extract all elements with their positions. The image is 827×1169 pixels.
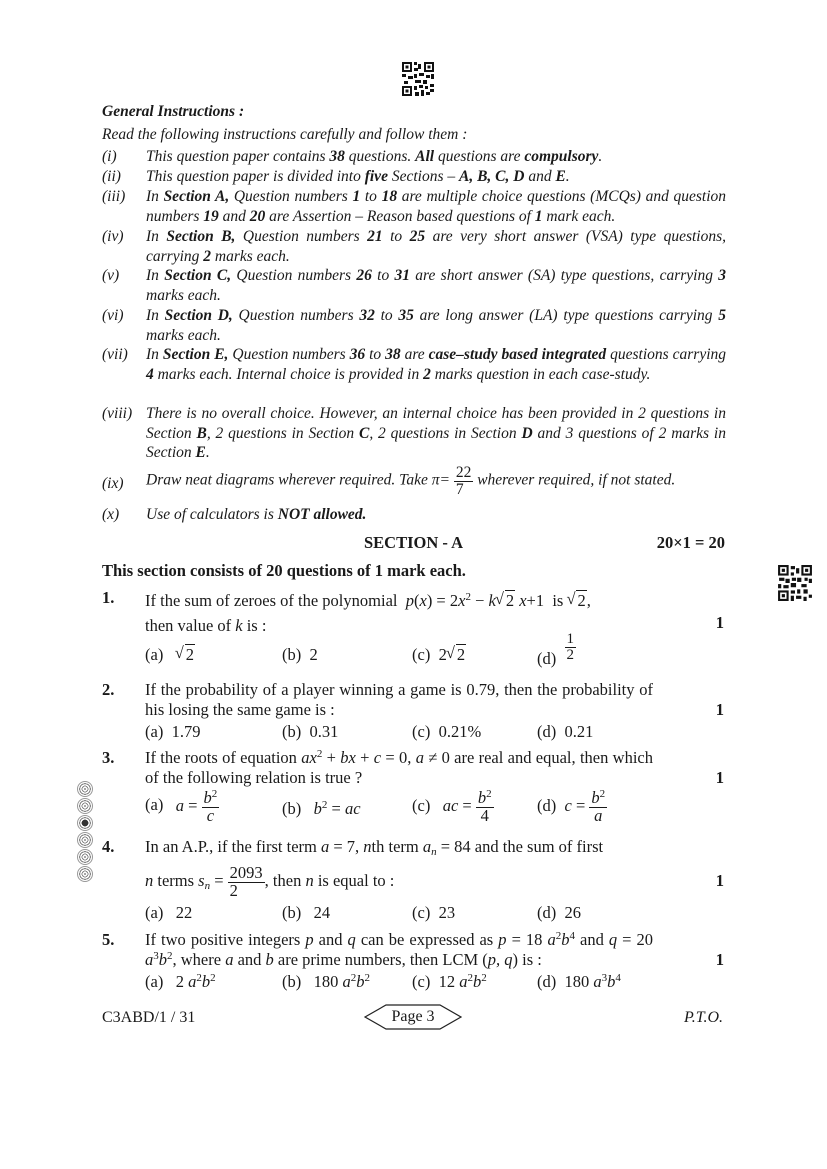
option-d: (d) $\frac{1}{2}$: [537, 631, 574, 669]
instruction-text: This question paper contains 38 questions. All questions are compulsory.: [146, 148, 603, 165]
general-instructions-title: General Instructions :: [102, 103, 245, 120]
instruction-text: There is no overall choice. However, an internal choice has been provided in 2 questions in Section B, 2 questions in Section C, 2 questions in Section D and 3 questions of 2 marks in Section E.: [146, 405, 726, 462]
spiral-icon: [77, 781, 93, 797]
option-b: (b) 24: [282, 903, 331, 922]
option-d: (d) 0.21: [537, 722, 594, 741]
instruction-text: In Section D, Question numbers 32 to 35 are long answer (LA) type questions carrying 5 marks each.: [146, 307, 726, 344]
option-d: (d) c = $\frac{b^2}{a}$: [537, 788, 606, 825]
section-title: SECTION - A: [363, 533, 464, 552]
instruction-item: [102, 227, 726, 266]
instruction-text-bold: NOT allowed.: [277, 506, 367, 523]
option-d: (d) 26: [537, 903, 581, 922]
option-a: (a) a = $\frac{b^2}{c}$: [145, 788, 218, 825]
option-b: (b) 180 $a^2b^2$: [282, 972, 370, 991]
question-marks: 1: [715, 768, 724, 787]
instruction-item: [102, 345, 726, 384]
pi-fraction: [454, 465, 474, 497]
instruction-text: In Section E, Question numbers 36 to 38 are case–study based integrated questions carrying 4 marks each. Internal choice is provided in 2 marks question in each case-study.: [146, 346, 727, 383]
spiral-icon: [77, 815, 93, 831]
option-b: (b) 2: [282, 645, 318, 664]
question-3: [102, 748, 726, 788]
question-2: [102, 680, 726, 720]
spiral-icon: [77, 866, 93, 882]
instruction-number: (ii): [102, 168, 121, 185]
option-c: (c) ac = $\frac{b^2}{4}$: [412, 788, 492, 825]
question-marks: 1: [715, 613, 724, 632]
instruction-item: [102, 266, 726, 305]
fraction-numerator: 22: [455, 464, 472, 481]
instruction-text: [146, 465, 726, 497]
section-description: This section consists of 20 questions of 1 mark each.: [102, 561, 466, 580]
fraction-denominator: 7: [455, 480, 464, 498]
instruction-text: In Section C, Question numbers 26 to 31 are short answer (SA) type questions, carrying 3 marks each.: [146, 267, 727, 304]
option-c: (c) 12 $a^2b^2$: [412, 972, 487, 991]
question-text: In an A.P., if the first term a = 7, nth term $a_n = 84$ and the sum of first n terms $s_n$ = $\frac{2093}{2}$ , then n is equal to :: [145, 837, 604, 900]
question-text: If two positive integers p and q can be expressed as p = 18 $a^2b^4$ and q = 20 $a^3b^2$, where a and b are prime numbers, then LCM (p, q) is :: [145, 930, 654, 969]
question-marks: 1: [715, 700, 724, 719]
option-c: (c) 0.21%: [412, 722, 482, 741]
page-number: Page 3: [391, 1008, 435, 1025]
option-c: (c) 23: [412, 903, 456, 922]
option-a: (a) 1.79: [145, 722, 201, 741]
instruction-number: (x): [102, 506, 120, 523]
instruction-number: (iv): [102, 228, 124, 245]
instruction-text: In Section B, Question numbers 21 to 25 are very short answer (VSA) type questions, carrying 2 marks each.: [146, 228, 727, 265]
question-marks: 1: [715, 871, 724, 890]
question-text: If the roots of equation $ax^2$ + bx + c = 0, a ≠ 0 are real and equal, then which of the following relation is true ?: [145, 748, 653, 787]
option-a: (a) 2 $a^2b^2$: [145, 972, 216, 991]
question-5: [102, 930, 726, 970]
qr-code-icon: [402, 62, 434, 96]
option-a: (a) 22: [145, 903, 193, 922]
page-number-badge: [364, 1003, 462, 1031]
side-qr-code-icon: [776, 565, 814, 601]
option-b: (b) $b^2$ = ac: [282, 799, 361, 818]
spiral-icon: [77, 832, 93, 848]
option-c: (c) 2 √ 2: [412, 645, 466, 665]
instruction-item: [102, 187, 726, 226]
instruction-text-part: wherever required, if not stated.: [477, 471, 676, 489]
instruction-text-part: Draw neat diagrams wherever required. Take π=: [146, 471, 450, 489]
option-d: (d) 180 $a^3b^4$: [537, 972, 621, 991]
pto-label: P.T.O.: [684, 1009, 723, 1026]
question-number: 4.: [102, 837, 115, 856]
question-number: 2.: [102, 680, 115, 699]
question-number: 5.: [102, 930, 115, 949]
instruction-number: (iii): [102, 188, 126, 205]
instruction-number: (viii): [102, 405, 133, 422]
question-number: 1.: [102, 588, 115, 607]
instruction-number: (ix): [102, 475, 124, 492]
instruction-item: [102, 404, 726, 463]
instruction-text: This question paper is divided into five Sections – A, B, C, D and E.: [146, 168, 570, 185]
instruction-text-part: Use of calculators is: [146, 506, 278, 523]
instruction-item: [102, 306, 726, 345]
binding-spirals: [77, 781, 95, 883]
question-text: If the sum of zeroes of the polynomial $p(x) = 2x^2 - k$ √ 2 x+1 is √ 2, then value of k is :: [145, 588, 653, 638]
instruction-item: [102, 167, 726, 187]
paper-code: C3ABD/1 / 31: [102, 1009, 196, 1026]
question-1: [102, 588, 726, 638]
instruction-item: [102, 147, 726, 167]
option-b: (b) 0.31: [282, 722, 339, 741]
instruction-number: (vii): [102, 346, 128, 363]
instruction-number: (i): [102, 148, 117, 165]
instruction-text: In Section A, Question numbers 1 to 18 are multiple choice questions (MCQs) and question numbers 19 and 20 are Assertion – Reason based questions of 1 mark each.: [146, 188, 726, 225]
spiral-icon: [77, 798, 93, 814]
question-4: [102, 837, 726, 899]
option-a: (a) √ 2: [145, 645, 195, 665]
section-marks: 20×1 = 20: [656, 533, 725, 552]
instruction-text: [146, 505, 726, 525]
question-text: If the probability of a player winning a game is 0.79, then the probability of his losing the same game is :: [145, 680, 653, 719]
instruction-number: (v): [102, 267, 120, 284]
question-number: 3.: [102, 748, 115, 767]
spiral-icon: [77, 849, 93, 865]
instruction-number: (vi): [102, 307, 124, 324]
instruction-item: [102, 465, 726, 497]
question-marks: 1: [715, 950, 724, 969]
instruction-item: [102, 505, 726, 525]
general-instructions-intro: Read the following instructions carefully and follow them :: [102, 126, 468, 143]
